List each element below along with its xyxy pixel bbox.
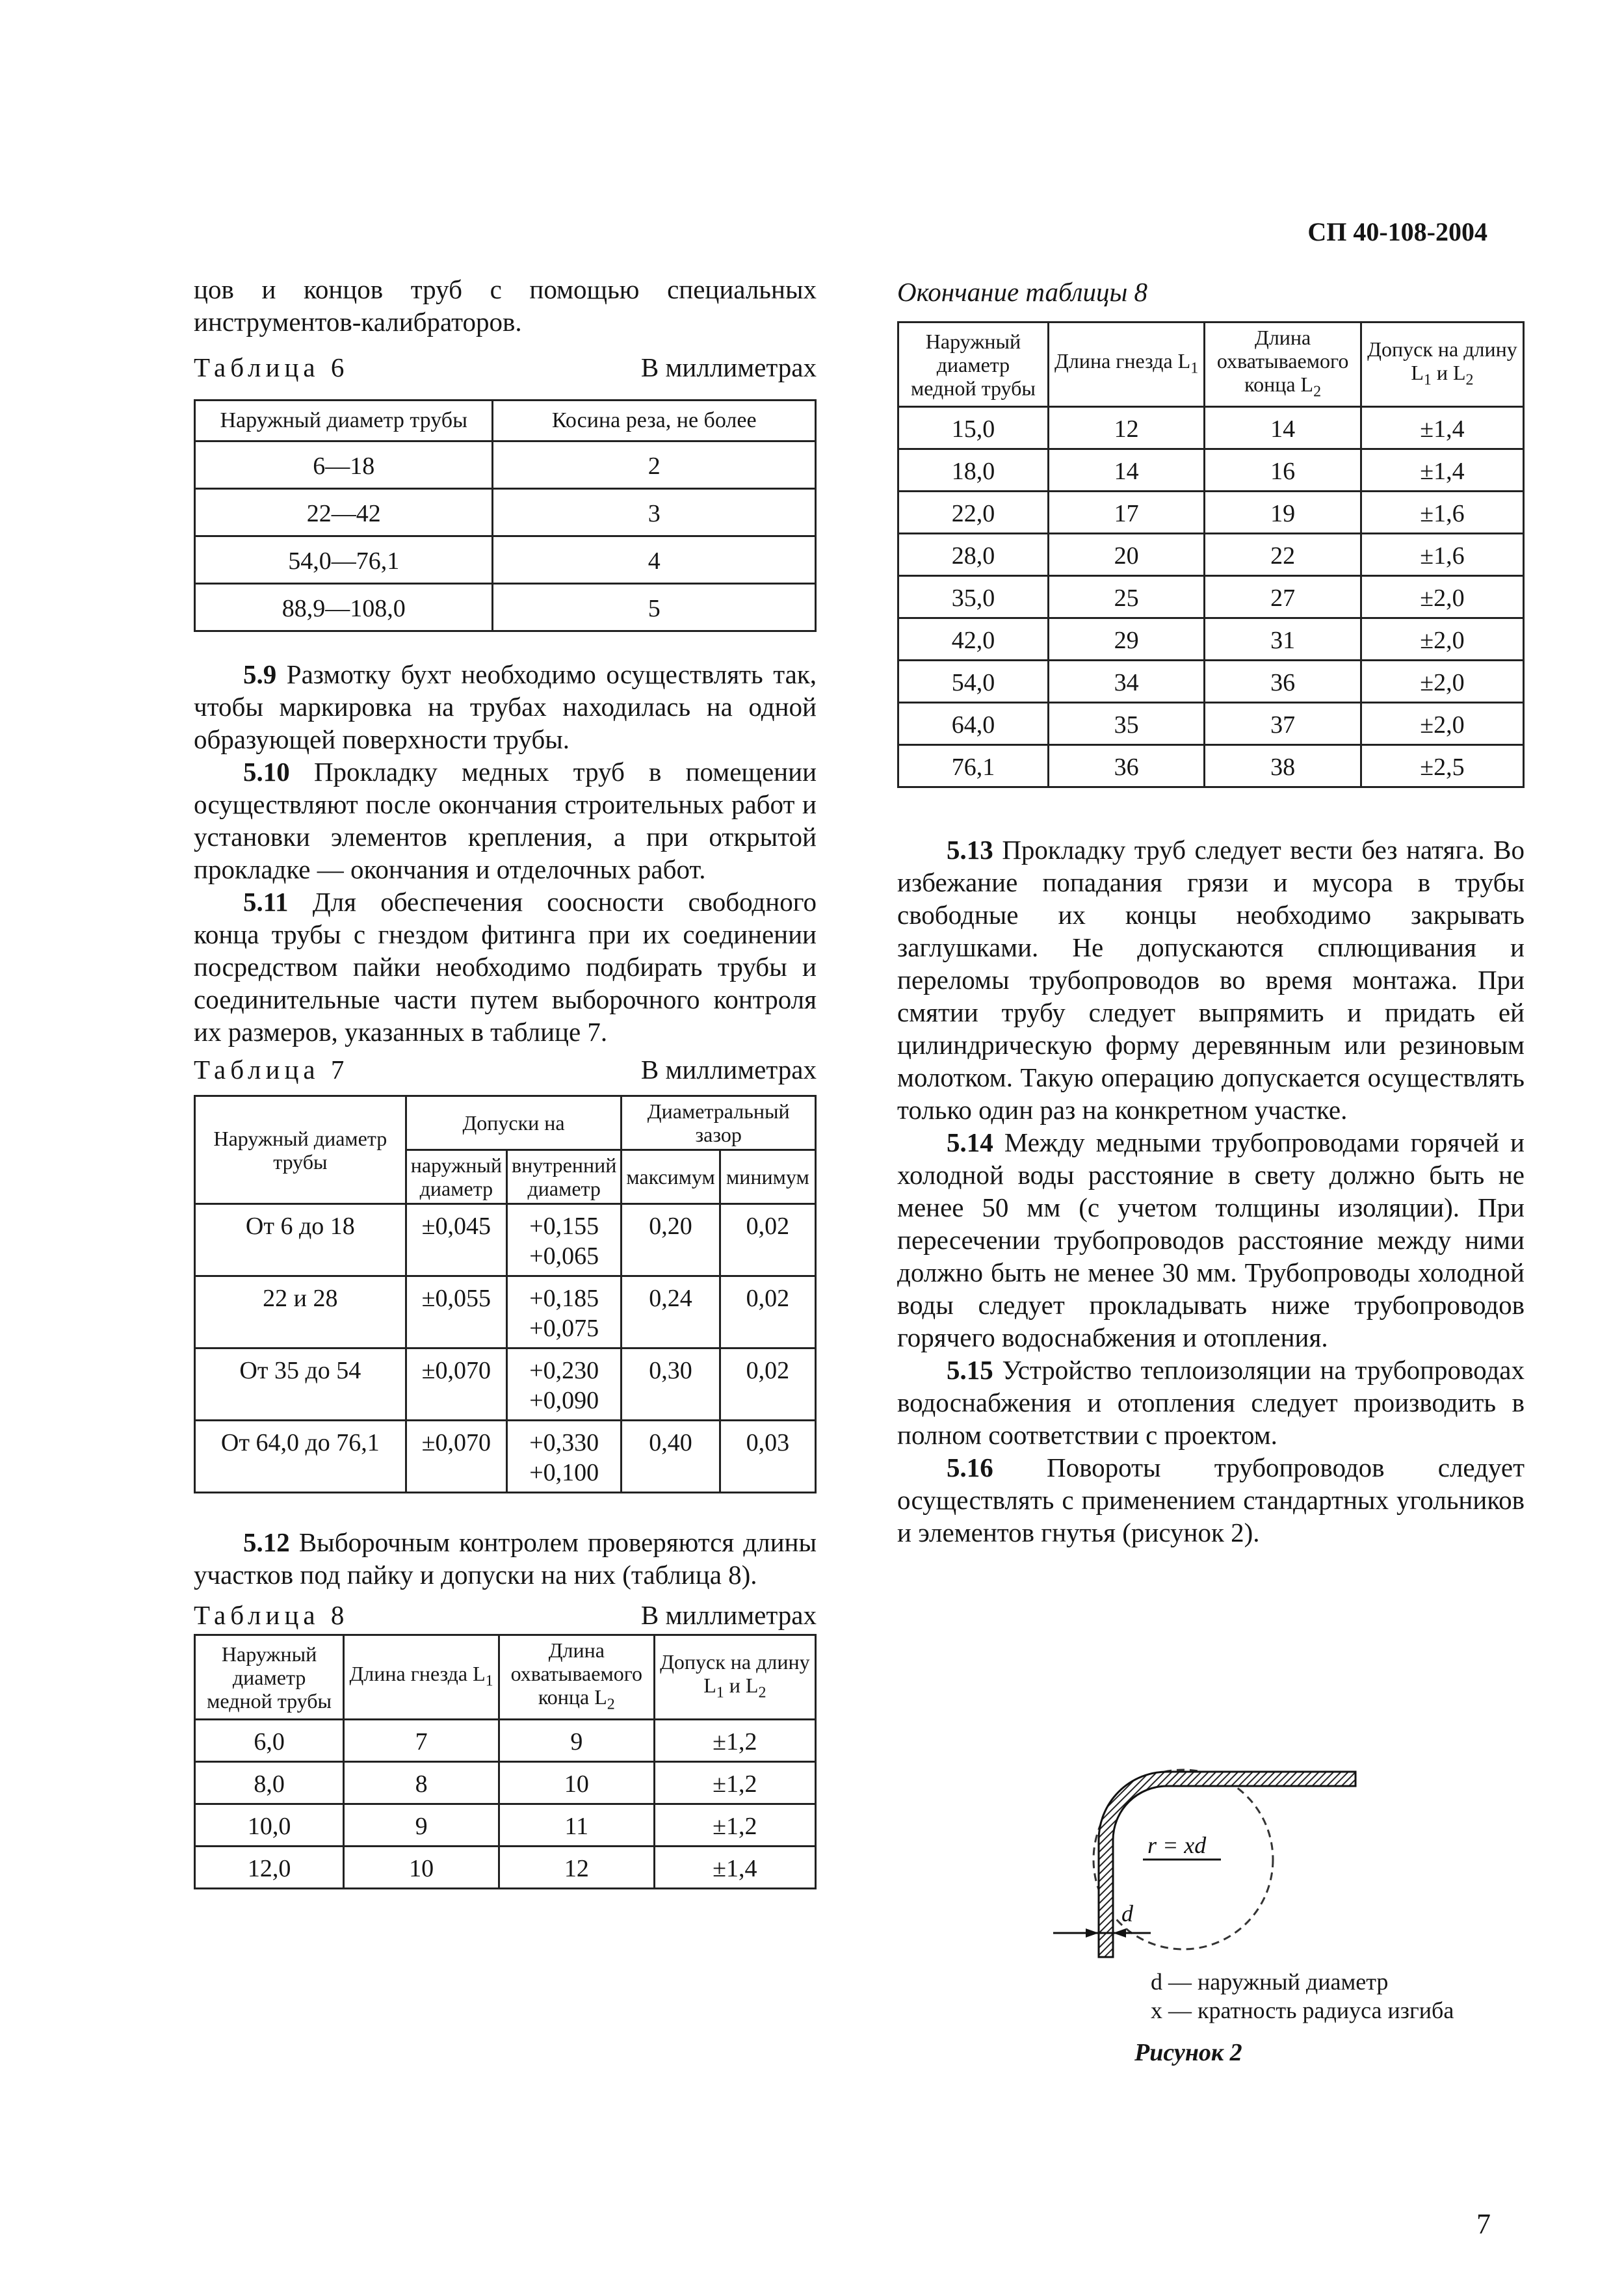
t8-cell: ±1,4 [654,1847,815,1889]
t8c-header-tol-text: Допуск на длину L [1367,337,1517,384]
t8c-cell: 64,0 [898,703,1049,745]
t8c-cell: 12 [1048,407,1205,449]
t8c-cell: 14 [1048,449,1205,492]
t8c-cell: 22 [1205,534,1361,576]
t7-cell-inner [507,1204,622,1276]
subscript: 2 [758,1684,766,1702]
table-row [195,1720,816,1762]
clause-number: 5.14 [947,1127,993,1158]
t8c-cell: 29 [1048,618,1205,661]
clause-text: Прокладку медных труб в помещении осуществляют после окончания строительных работ и установки элементов крепления, а при открытой прокладке — окончания и отделочных работ. [194,757,817,884]
t6-header-diameter: Наружный диаметр трубы [195,401,493,441]
t8c-cell: 15,0 [898,407,1049,449]
table-row [195,1421,816,1493]
clause-number: 5.15 [947,1355,993,1386]
t8c-cell: 35,0 [898,576,1049,618]
t7-header-outer: наружный диаметр [406,1150,506,1204]
t8c-cell: 16 [1205,449,1361,492]
t7-cell: ±0,055 [406,1276,506,1348]
table-6-title: Таблица 6 [194,352,349,382]
t7-cell-inner [507,1276,622,1348]
table-row [195,1204,816,1276]
t8c-cell: 37 [1205,703,1361,745]
t8c-cell: 25 [1048,576,1205,618]
t7-inner-upper: +0,185 [529,1285,599,1312]
clause-number: 5.11 [243,887,289,917]
t7-header-max: максимум [622,1150,720,1204]
table-8-caption [194,1596,817,1634]
paragraph-intro [194,273,817,338]
paragraph-5-10 [194,756,817,886]
table-7-units: В миллиметрах [640,1055,817,1085]
page-number: 7 [1476,2208,1491,2240]
t8c-cell: ±2,0 [1361,703,1523,745]
table-row [195,1276,816,1348]
paragraph-5-14 [897,1126,1525,1354]
t8-header-socket-text: Длина гнезда L [349,1662,486,1685]
clause-text: Для обеспечения соосности свободного конца трубы с гнездом фитинга при их соединении посредством пайки необходимо подбирать трубы и соединительные части путем выборочного контроля их размеров, указанных в таблице 7. [194,887,817,1047]
intro-line-2: инструментов-калибраторов. [194,307,522,337]
t8-cell: 8 [344,1762,499,1804]
t8-cell: 9 [499,1720,654,1762]
t8-cell: 10,0 [195,1804,344,1847]
t7-cell: ±0,045 [406,1204,506,1276]
t8-cell: 7 [344,1720,499,1762]
t8c-cell: 28,0 [898,534,1049,576]
t8-cell: 10 [344,1847,499,1889]
t6-cell: 3 [493,489,816,536]
t7-header-min: минимум [720,1150,815,1204]
table-6 [194,399,817,632]
t8c-cell: 76,1 [898,745,1049,787]
clause-text: Устройство теплоизоляции на трубопроводах водоснабжения и отопления следует производить в полном соответствии с проектом. [897,1355,1525,1451]
subscript: 1 [1423,371,1432,389]
paragraph-5-9 [194,658,817,756]
t8c-cell: 38 [1205,745,1361,787]
t7-cell: 0,02 [720,1348,815,1421]
t7-cell: От 64,0 до 76,1 [195,1421,406,1493]
paragraph-5-11 [194,886,817,1048]
pipe-bend-diagram [1034,1762,1541,1970]
pipe-section [1099,1772,1356,1957]
t8c-cell: ±1,6 [1361,492,1523,534]
t7-cell: От 35 до 54 [195,1348,406,1421]
t8-cell: ±1,2 [654,1804,815,1847]
t8c-cell: 19 [1205,492,1361,534]
t8c-cell: ±1,4 [1361,407,1523,449]
t6-cell: 5 [493,584,816,631]
document-code: СП 40-108-2004 [1307,217,1487,246]
t8-header-socket [344,1635,499,1720]
diameter-label: d [1121,1900,1133,1926]
t7-inner-upper: +0,155 [529,1213,599,1240]
t8-header-end [499,1635,654,1720]
t8c-cell: ±2,0 [1361,576,1523,618]
t8-cell: 8,0 [195,1762,344,1804]
t7-inner-lower: +0,090 [529,1387,599,1414]
table-row [195,441,816,489]
table-8-units: В миллиметрах [640,1600,817,1630]
table-row [195,584,816,631]
table-8-continued-caption: Окончание таблицы 8 [897,277,1148,307]
t8-header-diameter: Наружный диаметр медной трубы [195,1635,344,1720]
t7-cell: 0,30 [622,1348,720,1421]
t8-header-tol-text: Допуск на длину L [660,1650,810,1697]
subscript: 2 [1465,371,1474,389]
table-7-caption [194,1051,817,1088]
dimension-arrow-left [1086,1928,1099,1938]
t8c-header-end [1205,322,1361,407]
t7-cell: 0,03 [720,1421,815,1493]
paragraph-5-12 [194,1526,817,1591]
t8c-cell: 14 [1205,407,1361,449]
t8c-cell: 20 [1048,534,1205,576]
legend-item-x: x — кратность радиуса изгиба [1151,1997,1454,2023]
t7-inner-lower: +0,075 [529,1315,599,1342]
clause-text: Повороты трубопроводов следует осуществлять с применением стандартных угольников и элементов гнутья (рисунок 2). [897,1453,1525,1548]
t8-cell: 11 [499,1804,654,1847]
t7-inner-lower: +0,065 [529,1243,599,1270]
t8c-header-diameter: Наружный диаметр медной трубы [898,322,1049,407]
t8-cell: 9 [344,1804,499,1847]
clause-number: 5.12 [243,1527,290,1557]
table-6-units: В миллиметрах [640,352,817,382]
t7-header-tolerances: Допуски на [406,1096,622,1150]
t7-cell: ±0,070 [406,1421,506,1493]
t8c-cell: ±1,6 [1361,534,1523,576]
clause-text: Размотку бухт необходимо осуществлять так, чтобы маркировка на трубах находилась на одной образующей поверхности трубы. [194,659,817,754]
table-row [195,1847,816,1889]
subscript: 2 [607,1696,615,1713]
table-6-caption [194,348,817,386]
t8-header-end-text: Длина охватываемого конца L [510,1638,643,1709]
t8c-cell: ±2,5 [1361,745,1523,787]
clause-number: 5.16 [947,1453,993,1483]
t8-cell: ±1,2 [654,1762,815,1804]
clause-text: Между медными трубопроводами горячей и холодной воды расстояние в свету должно быть не менее 50 мм (с учетом толщины изоляции). При пересечении трубопроводов расстояние между ними должно быть не менее 30 мм. Трубопроводы холодной воды следует прокладывать ниже трубопроводов горячего водоснабжения и отопления. [897,1127,1525,1353]
t8c-header-end-text: Длина охватываемого конца L [1216,326,1349,396]
table-8-title: Таблица 8 [194,1600,349,1630]
intro-line-1: цов и концов труб с помощью специальных [194,274,817,304]
t6-cell: 22—42 [195,489,493,536]
table-row [898,449,1524,492]
t8c-cell: ±2,0 [1361,618,1523,661]
table-row [898,407,1524,449]
t7-header-diameter: Наружный диаметр трубы [195,1096,406,1204]
table-row [898,534,1524,576]
right-column [897,273,1525,1549]
t6-cell: 88,9—108,0 [195,584,493,631]
clause-number: 5.9 [243,659,277,689]
clause-number: 5.13 [947,835,993,865]
table-row [898,576,1524,618]
subscript: 1 [716,1684,724,1702]
t7-cell-inner [507,1421,622,1493]
t8c-cell: 22,0 [898,492,1049,534]
table-row [195,1762,816,1804]
t8-header-tolerance [654,1635,815,1720]
t6-cell: 6—18 [195,441,493,489]
t7-cell: ±0,070 [406,1348,506,1421]
paragraph-5-13 [897,834,1525,1126]
t8-cell: 6,0 [195,1720,344,1762]
radius-label: r = xd [1147,1832,1207,1858]
t8c-cell: 31 [1205,618,1361,661]
t8c-cell: 36 [1048,745,1205,787]
t6-header-cut: Косина реза, не более [493,401,816,441]
paragraph-5-16 [897,1451,1525,1549]
table-row [195,536,816,584]
t8c-cell: ±2,0 [1361,661,1523,703]
figure-2 [1034,1762,1541,2066]
t8c-header-tolerance [1361,322,1523,407]
t8c-header-tol-text-2: и L [1436,361,1466,384]
clause-text: Выборочным контролем проверяются длины участков под пайку и допуски на них (таблица 8). [194,1527,817,1590]
table-row [898,703,1524,745]
left-column [194,273,817,1889]
t7-cell: 0,40 [622,1421,720,1493]
t6-cell: 54,0—76,1 [195,536,493,584]
table-row [898,661,1524,703]
t8-header-tol-text-2: и L [729,1674,759,1697]
t7-cell: От 6 до 18 [195,1204,406,1276]
table-8-continued [897,321,1525,788]
table-8 [194,1634,817,1889]
table-row [195,1348,816,1421]
t8-cell: 12,0 [195,1847,344,1889]
dimension-arrow-right [1113,1928,1126,1938]
subscript: 1 [485,1672,493,1690]
t7-cell-inner [507,1348,622,1421]
t8c-cell: 27 [1205,576,1361,618]
table-row [195,489,816,536]
subscript: 2 [1313,383,1322,401]
figure-legend [1151,1967,1454,2025]
t8-cell: 10 [499,1762,654,1804]
table-7 [194,1095,817,1493]
table-7-title: Таблица 7 [194,1055,349,1085]
t7-cell: 0,24 [622,1276,720,1348]
t8c-header-socket [1048,322,1205,407]
subscript: 1 [1190,360,1199,377]
figure-caption: Рисунок 2 [1134,2039,1242,2066]
table-row [898,492,1524,534]
table-row [898,618,1524,661]
t7-inner-upper: +0,330 [529,1429,599,1456]
t7-header-gap: Диаметральный зазор [622,1096,816,1150]
t7-inner-lower: +0,100 [529,1459,599,1486]
table-row [195,1804,816,1847]
t8c-cell: 35 [1048,703,1205,745]
clause-number: 5.10 [243,757,290,787]
clause-text: Прокладку труб следует вести без натяга. Во избежание попадания грязи и мусора в трубы свободные их концы необходимо закрывать заглушками. Не допускаются сплющивания и переломы трубопроводов во время монтажа. При смятии трубу следует выпрямить и придать ей цилиндрическую форму деревянным или резиновым молотком. Такую операцию допускается осуществлять только один раз на конкретном участке. [897,835,1525,1125]
t6-cell: 2 [493,441,816,489]
t8-cell: 12 [499,1847,654,1889]
t7-cell: 0,02 [720,1204,815,1276]
t7-cell: 22 и 28 [195,1276,406,1348]
t7-inner-upper: +0,230 [529,1357,599,1384]
t8c-cell: 54,0 [898,661,1049,703]
t8c-header-socket-text: Длина гнезда L [1054,349,1191,373]
t7-header-inner: внутренний диаметр [507,1150,622,1204]
t7-cell: 0,02 [720,1276,815,1348]
legend-item-d: d — наружный диаметр [1151,1969,1389,1995]
t8c-cell: ±1,4 [1361,449,1523,492]
t8-cell: ±1,2 [654,1720,815,1762]
t7-cell: 0,20 [622,1204,720,1276]
t8c-cell: 34 [1048,661,1205,703]
paragraph-5-15 [897,1354,1525,1451]
t8c-cell: 17 [1048,492,1205,534]
table-row [898,745,1524,787]
t6-cell: 4 [493,536,816,584]
t8c-cell: 18,0 [898,449,1049,492]
t8c-cell: 42,0 [898,618,1049,661]
t8c-cell: 36 [1205,661,1361,703]
